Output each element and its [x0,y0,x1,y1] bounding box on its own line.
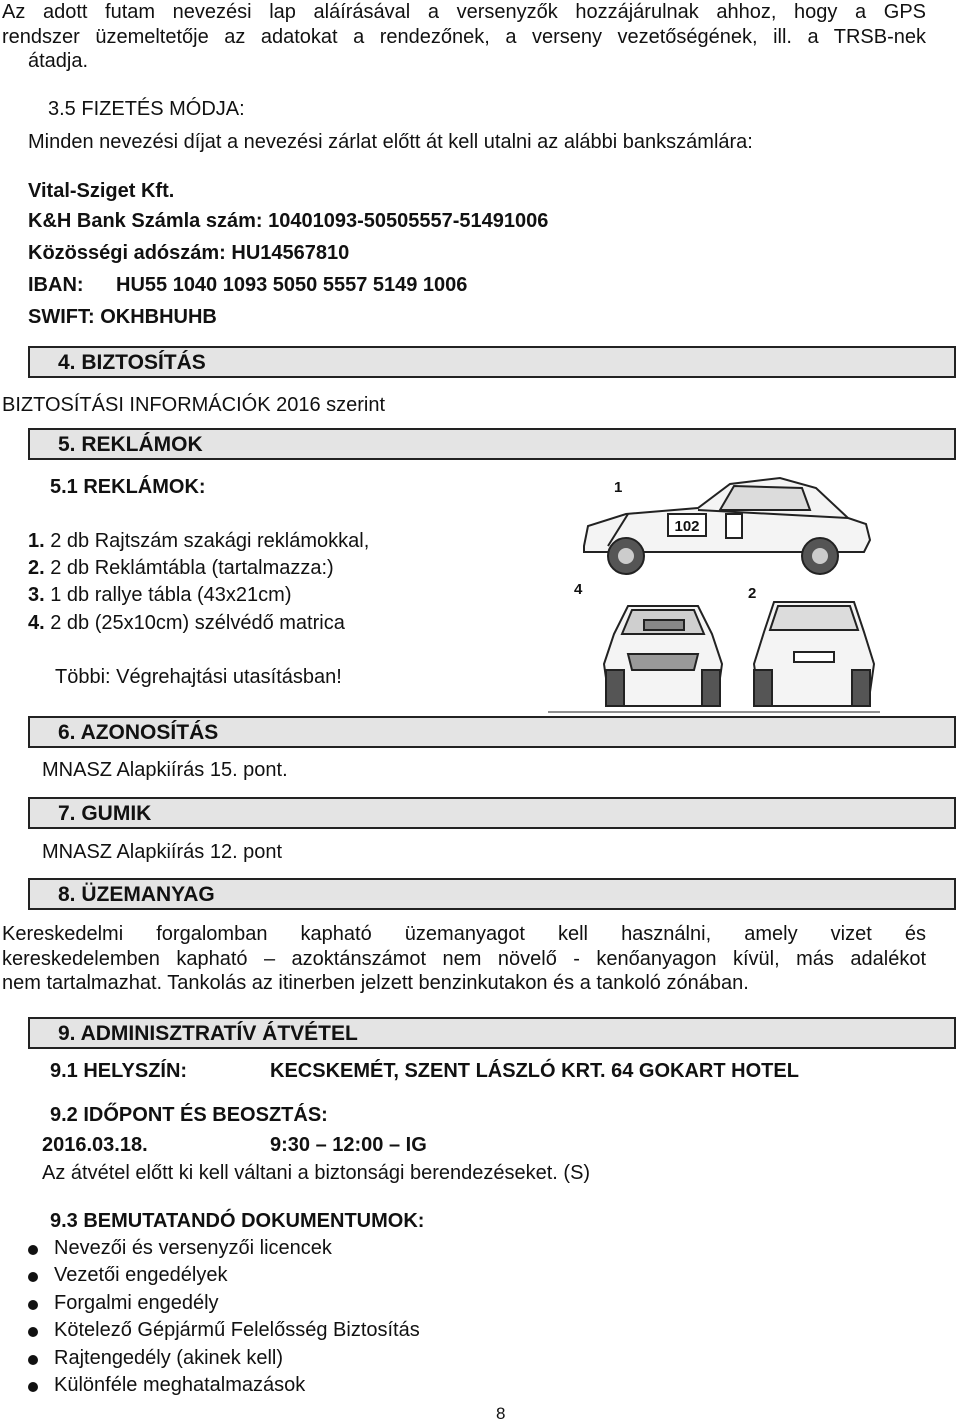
bullet-icon [28,1272,38,1282]
payment-bank-account: K&H Bank Számla szám: 10401093-50505557-51491006 [28,210,549,232]
list-item: Különféle meghatalmazások [54,1374,306,1396]
list-item: Vezetői engedélyek [54,1264,228,1286]
list-item: Kötelező Gépjármű Felelősség Biztosítás [54,1319,420,1341]
section-5-other: Többi: Végrehajtási utasításban! [55,666,342,688]
fuel-line-1: Kereskedelmi forgalomban kapható üzemanyagot kell használni, amely vizet és [2,923,926,945]
intro-line-3: átadja. [28,50,89,72]
figure-label-1: 1 [614,479,623,496]
section-5-header [28,428,956,460]
location-label: 9.1 HELYSZÍN: [50,1060,188,1082]
docs-heading: 9.3 BEMUTATANDÓ DOKUMENTUMOK: [50,1210,425,1232]
wheel-icon [812,548,828,564]
payment-company: Vital-Sziget Kft. [28,180,175,202]
fuel-line-3: nem tartalmazhat. Tankolás az itinerben jelzett benzinkutakon és a tankoló zónában. [2,972,749,994]
list-item: 2. 2 db Reklámtábla (tartalmazza:) [28,557,334,579]
section-4-header [28,346,956,378]
bullet-icon [28,1245,38,1255]
time: 9:30 – 12:00 – IG [270,1134,427,1156]
payment-iban-value: HU55 1040 1093 5050 5557 5149 1006 [116,274,468,296]
section-6-title: 6. AZONOSÍTÁS [58,721,219,744]
intro-line-1: Az adott futam nevezési lap aláírásával a versenyzők hozzájárulnak ahhoz, hogy a GPS [2,1,926,23]
intro-line-2: rendszer üzemeltetője az adatokat a rendezőnek, a verseny vezetőségének, ill. a TRSB-nek [2,26,926,48]
payment-text: Minden nevezési díjat a nevezési zárlat előtt át kell utalni az alábbi bankszámlára: [28,131,753,153]
list-item: Forgalmi engedély [54,1292,219,1314]
equipment-note: Az átvétel előtt ki kell váltani a biztonsági berendezéseket. (S) [42,1162,591,1184]
figure-label-2: 2 [748,585,757,602]
list-item: 3. 1 db rallye tábla (43x21cm) [28,584,292,606]
section-7-title: 7. GUMIK [58,802,152,825]
payment-heading: 3.5 FIZETÉS MÓDJA: [48,98,245,120]
car-rear-view [754,602,874,706]
bullet-icon [28,1355,38,1365]
payment-swift: SWIFT: OKHBHUHB [28,306,217,328]
list-item: Nevezői és versenyzői licencek [54,1237,332,1259]
section-5-title: 5. REKLÁMOK [58,433,203,456]
bullet-icon [28,1300,38,1310]
section-9-header [28,1017,956,1049]
section-6-header [28,716,956,748]
car-front-view [604,606,722,706]
wheel-icon [618,548,634,564]
date: 2016.03.18. [42,1134,148,1156]
page-number: 8 [496,1404,506,1423]
payment-tax-id: Közösségi adószám: HU14567810 [28,242,350,264]
section-4-title: 4. BIZTOSÍTÁS [58,351,206,374]
list-item: 4. 2 db (25x10cm) szélvédő matrica [28,612,345,634]
payment-iban-label: IBAN: [28,274,84,296]
fuel-line-2: kereskedelemben kapható – azoktánszámot nem növelő - kenőanyagon kívül, más adalékot [2,948,926,970]
section-8-header [28,878,956,910]
time-heading: 9.2 IDŐPONT ÉS BEOSZTÁS: [50,1104,328,1126]
bullet-icon [28,1382,38,1392]
list-item: 1. 2 db Rajtszám szakági reklámokkal, [28,530,370,552]
ad-placement-figure [548,474,880,714]
section-8-title: 8. ÜZEMANYAG [58,883,215,906]
section-9-title: 9. ADMINISZTRATÍV ÁTVÉTEL [58,1022,358,1045]
section-7-text: MNASZ Alapkiírás 12. pont [42,841,283,863]
section-5-subtitle: 5.1 REKLÁMOK: [50,476,206,498]
section-6-text: MNASZ Alapkiírás 15. pont. [42,759,288,781]
location-value: KECSKEMÉT, SZENT LÁSZLÓ KRT. 64 GOKART HOTEL [270,1060,799,1082]
bullet-icon [28,1327,38,1337]
plate-number: 102 [674,518,700,535]
list-item: Rajtengedély (akinek kell) [54,1347,284,1369]
section-7-header [28,797,956,829]
figure-label-4: 4 [574,581,583,598]
section-4-text: BIZTOSÍTÁSI INFORMÁCIÓK 2016 szerint [2,394,386,416]
